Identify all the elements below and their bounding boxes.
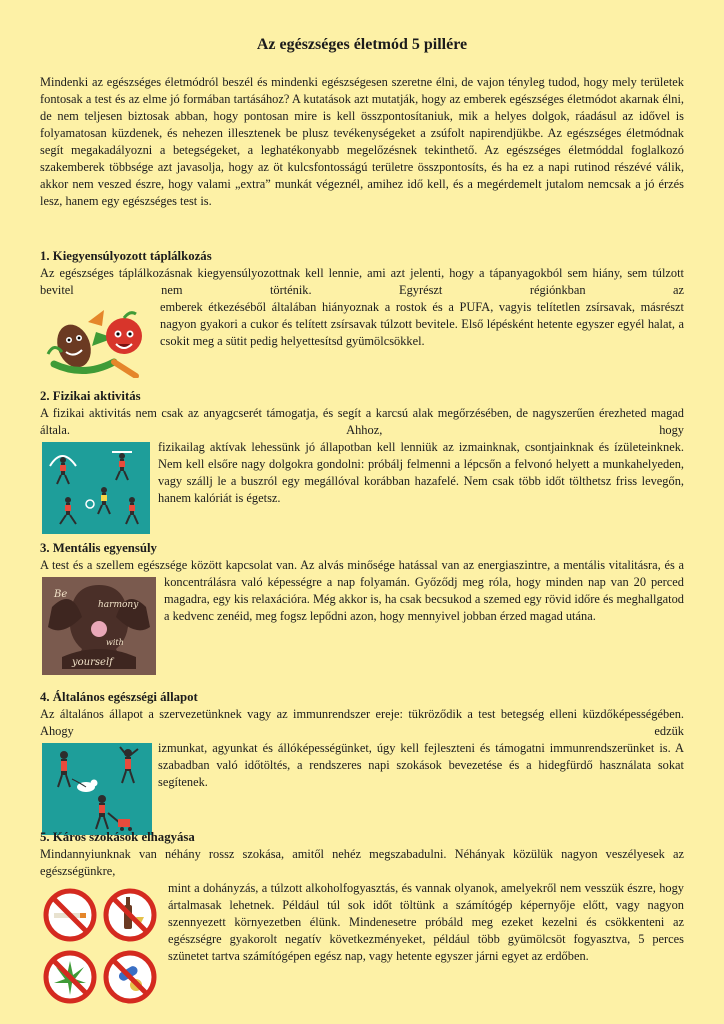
section-body-first-line: A test és a szellem egészsége között kapcsolat van. Az alvás minősége hatással van az energiaszintre, a mentális vitalitásra, és a [40, 558, 684, 572]
meditation-illustration [42, 577, 156, 675]
section-harmful-habits [40, 829, 684, 1011]
mental-image-text-yourself: yourself [72, 657, 113, 668]
section-heading: 4. Általános egészségi állapot [40, 690, 198, 704]
section-heading: 2. Fizikai aktivitás [40, 389, 141, 403]
section-general-health [40, 689, 684, 835]
section-body-wrap [40, 265, 684, 350]
section-body-wrap [40, 846, 684, 965]
section-nutrition [40, 248, 684, 378]
section-image [42, 577, 156, 675]
page-title: Az egészséges életmód 5 pillére [256, 36, 468, 53]
mental-image-text-with: with [106, 638, 124, 647]
no-pills-icon [106, 953, 154, 1001]
outdoor-activity-illustration [42, 743, 152, 835]
section-body-first-line: A fizikai aktivitás nem csak az anyagcserét támogatja, és segít a karcsú alak megőrzésében, de nagyszerűen érezheted magad általa. Ahhoz, hogy [40, 406, 684, 437]
intro-paragraph: Mindenki az egészséges életmódról beszél és mindenki egészségesen szeretne élni, de vajon tényleg tudod, hogy mely területek fontosak a test és az elme jó formában tartásához? A kutatások azt mutatják, hogy az emberek egészséges életmódot akarnak élni, de nem teljesen biztosak abban, hogy pontosan mire is kell összpontosítaniuk, mik a helyes dolgok, ráadásul az idővel is folyamatosan küzdenek, és nehezen illesztenek be plusz tevékenységeket a zsúfolt napirendjükbe. Az egészséges életmódnak segít megakadályozni a betegségeket, a leghatékonyabb megelőzésnek tekinthető. Az egészséges életmóddal foglalkozó szakemberek többsége azt javasolja, hogy az öt kulcsfontosságú területre összpontosíts, és ha ez a napi rutinod részévé válik, akkor nem veszed észre, hogy valami „extra” munkát végeznél, amihez idő kell, és a megérdemelt jutalom nemcsak a jó érzés lesz, hanem egy egészséges test is. [40, 75, 684, 208]
section-body-rest: mint a dohányzás, a túlzott alkoholfogyasztás, és vannak olyanok, amelyekről nem vesszük észre, hogy ártalmasak lehetnek. Például túl sok időt töltünk a számítógép képernyője előtt, vagy nagyon szennyezett környezetben élünk. Mindenesetre próbáld meg ezeket kezelni és csökkenteni az egészségre gyakorolt negatív következményeket, például több gyümölcsöt fogyasztva, 5 perces szünetet tartva számítógépen egész nap, vagy hetente egyszer járni egyet az erdőben. [168, 881, 684, 963]
section-physical-activity [40, 388, 684, 534]
section-body-rest: koncentrálásra való képességre a nap folyamán. Győződj meg róla, hogy minden nap van 20 perced magadra, egy kis relaxációra. Még akkor is, ha csak becsukod a szemed egy rövid időre és meghallgatod a kedvenc zenéid, meg fogsz lepődni azon, hogy mennyivel jobban érzed magad utána. [164, 575, 684, 623]
section-image [42, 743, 152, 835]
section-body-first-line: Mindannyiunknak van néhány rossz szokása, amitől nehéz megszabadulni. Néhányak közülük nagyon veszélyesek az egészségünkre, [40, 847, 684, 878]
prohibition-signs-illustration [42, 883, 162, 1011]
section-body-wrap [40, 557, 684, 668]
mental-image-text-harmony: harmony [98, 600, 139, 610]
section-body-rest: emberek étkezéséből általában hiányoznak a rostok és a PUFA, vagyis telítetlen zsírsavak, másrészt nagyon gyakori a cukor és telített zsírsavak túlzott bevitele. Első lépésként hetente egyszer egyél halat, a csokit meg a sütit pedig helyettesítsd gyümölcsökkel. [160, 300, 684, 348]
section-heading: 5. Káros szokások elhagyása [40, 830, 195, 844]
no-alcohol-icon [106, 891, 154, 939]
section-heading: 3. Mentális egyensúly [40, 541, 157, 555]
section-body-wrap [40, 706, 684, 791]
section-image [42, 442, 150, 534]
section-body-rest: izmunkat, agyunkat és állóképességünket, úgy kell fejleszteni és támogatni immunrendszerünket is. A szabadban való időtöltés, a rendszeres napi szokások bevezetése és a hidegfürdő használata sokat segítenek. [158, 741, 684, 789]
section-heading: 1. Kiegyensúlyozott táplálkozás [40, 249, 212, 263]
no-drugs-icon [46, 953, 94, 1001]
section-body-wrap [40, 405, 684, 507]
section-image [44, 302, 154, 378]
fruits-vegetables-illustration [44, 302, 154, 378]
no-smoking-icon [46, 891, 94, 939]
section-body-rest: fizikailag aktívak lehessünk jó állapotban kell lenniük az izmainknak, csontjainknak és ízületeinknek. Nem kell elsőre nagy dolgokra gondolni: próbálj felmenni a lépcsőn a felvonó helyett a munkahelyeden, vagy szállj le a buszról egy megállóval korábban hazafelé. Nem csak több időt tölthetsz friss levegőn, hanem kalóriát is égetsz. [158, 440, 684, 505]
exercise-illustration [42, 442, 150, 534]
section-mental-balance [40, 540, 684, 675]
section-body-first-line: Az általános állapot a szervezetünknek vagy az immunrendszer ereje: tükröződik a test betegség elleni küzdőképességében. Ahogy edzük [40, 707, 684, 738]
section-body-first-line: Az egészséges táplálkozásnak kiegyensúlyozottnak kell lennie, ami azt jelenti, hogy a tápanyagokból sem hiány, sem túlzott bevitel nem történik. Egyrészt régiónkban az [40, 266, 684, 297]
section-image [42, 883, 162, 1011]
mental-image-text-be: Be [54, 589, 68, 600]
